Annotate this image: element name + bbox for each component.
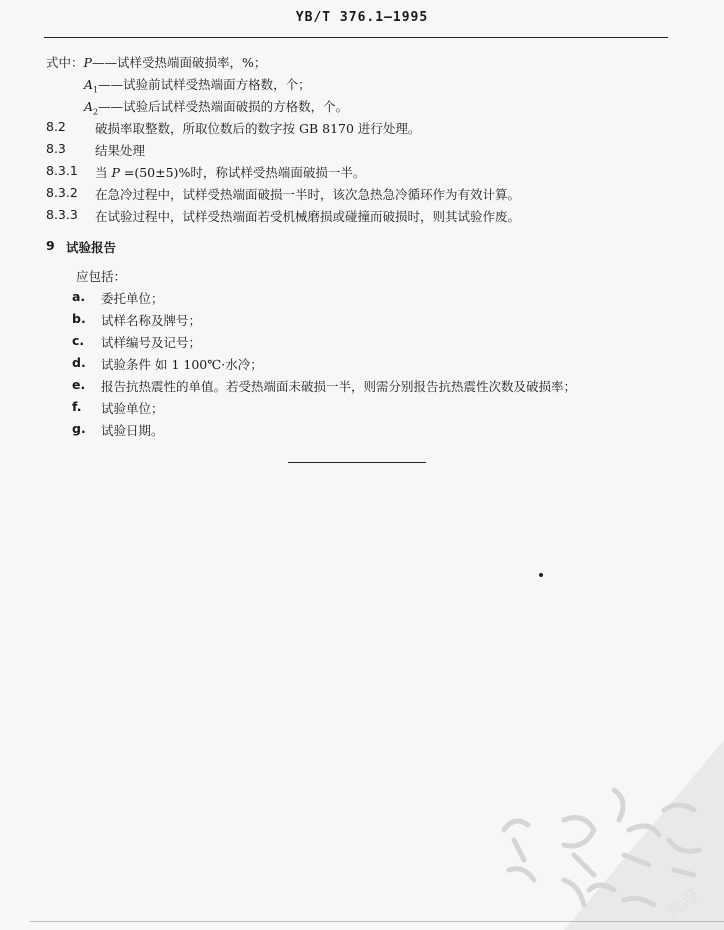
formula-a1-desc: ——试验前试样受热端面方格数，个； [98,77,311,92]
report-item-letter: c. [72,333,85,348]
report-intro: 应包括： [76,269,127,284]
section-8-3-1-symbol: P [111,165,120,180]
section-8-3-2-text: 在急冷过程中，试样受热端面破损一半时，该次急热急冷循环作为有效计算。 [95,187,521,202]
symbol-a2: A [84,99,94,114]
symbol-p: P [83,55,92,70]
formula-intro: 式中： [46,55,84,70]
report-item-text: 委托单位； [101,291,164,306]
section-9-number: 9 [46,238,55,253]
report-item-letter: b. [72,311,86,326]
report-item-text: 试验单位； [101,401,164,416]
formula-a2-line [84,97,348,117]
end-of-document-rule [288,462,426,463]
symbol-a1-subscript: 1 [93,85,99,95]
report-item-letter: a. [72,289,86,304]
symbol-a2-subscript: 2 [93,107,99,117]
report-item-text: 试样编号及记号； [101,335,202,350]
section-8-3-1-pre: 当 [95,165,112,180]
scan-speck [539,573,543,577]
section-8-3-3-text: 在试验过程中，试样受热端面若受机械磨损或碰撞而破损时，则其试验作废。 [95,209,521,224]
page-header: YB/T 376.1—1995 [295,10,429,25]
section-9-title: 试验报告 [66,240,117,255]
report-item-text: 报告抗热震性的单值。若受热端面未破损一半，则需分别报告抗热震性次数及破损率； [101,379,577,394]
section-8-3-number: 8.3 [46,141,66,156]
section-8-3-3-number: 8.3.3 [46,207,78,222]
report-item-letter: f. [72,399,82,414]
formula-p-line [46,53,266,71]
watermark-text: PDG [663,885,702,923]
section-8-3-text: 结果处理 [95,143,146,158]
section-8-3-1-post: =(50±5)%时，称试样受热端面破损一半。 [119,165,366,180]
report-item-letter: g. [72,421,86,436]
formula-p-desc: ——试样受热端面破损率，%； [91,55,267,70]
watermark-seal [464,680,724,930]
header-rule [44,37,668,38]
report-item-text: 试验条件 如 1 100℃·水冷； [101,357,263,372]
formula-a2-desc: ——试验后试样受热端面破损的方格数，个。 [98,99,349,114]
report-item-letter: e. [72,377,86,392]
report-item-text: 试验日期。 [101,423,164,438]
formula-a1-line [84,75,311,95]
report-item-letter: d. [72,355,86,370]
section-8-3-1-text [95,163,365,181]
section-8-2-number: 8.2 [46,119,66,134]
report-item-text: 试样名称及牌号； [101,313,202,328]
section-8-2-text: 破损率取整数，所取位数后的数字按 GB 8170 进行处理。 [95,121,421,136]
section-8-3-2-number: 8.3.2 [46,185,78,200]
bottom-scan-edge [30,921,724,922]
section-8-3-1-number: 8.3.1 [46,163,78,178]
symbol-a1: A [84,77,94,92]
